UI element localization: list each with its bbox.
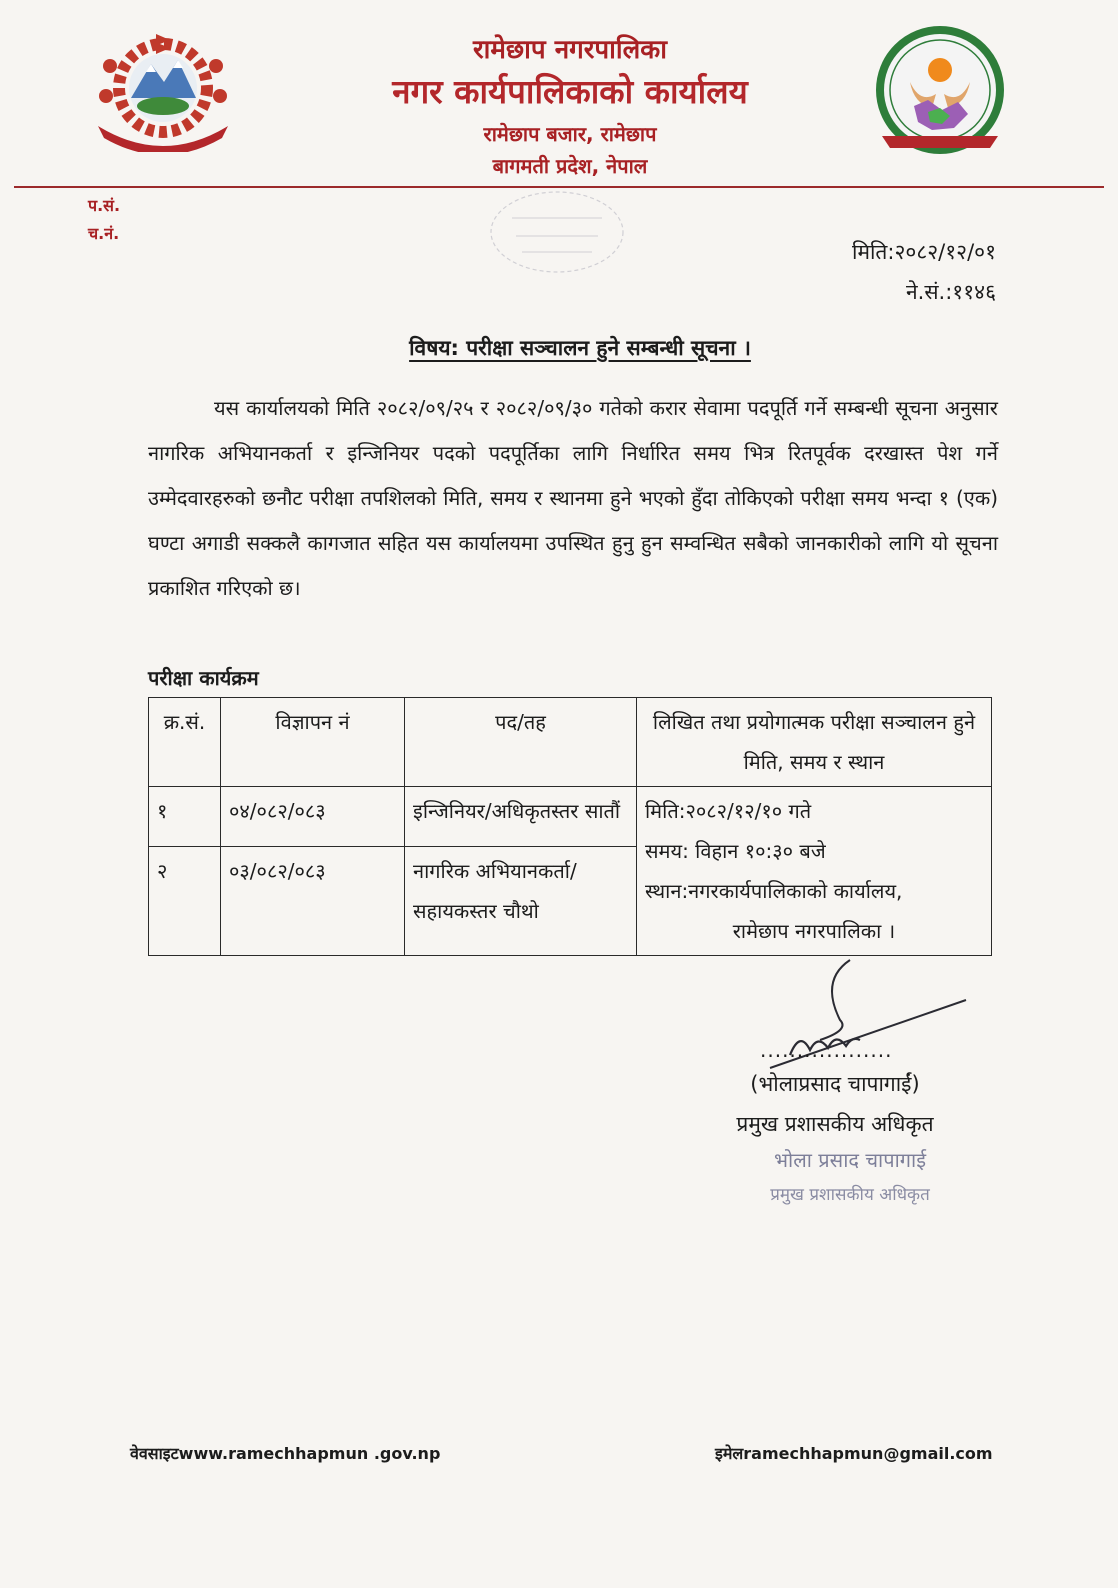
signatory-name: (भोलाप्रसाद चापागाईं) <box>750 1072 920 1096</box>
row-serial: १ <box>149 787 221 847</box>
row-post-level: इन्जिनियर/अधिकृतस्तर सातौं <box>405 787 637 847</box>
footer-website: वेवसाइटwww.ramechhapmun .gov.np <box>130 1444 441 1463</box>
nepal-samvat-date: ने.सं.:११४६ <box>906 280 996 304</box>
office-province: बागमती प्रदेश, नेपाल <box>492 154 648 178</box>
faint-office-stamp <box>482 188 632 284</box>
exam-schedule-table <box>148 697 992 956</box>
exam-date: मिति:२०८२/१२/१० गते <box>645 799 812 823</box>
chalani-number-label: च.नं. <box>88 224 120 243</box>
row-ad-number: ०४/०८२/०८३ <box>221 787 405 847</box>
exam-program-title: परीक्षा कार्यक्रम <box>148 666 259 690</box>
row-serial: २ <box>149 847 221 956</box>
header-ad-number: विज्ञापन नं <box>221 698 405 787</box>
row-post-level: नागरिक अभियानकर्ता/ सहायकस्तर चौथो <box>405 847 637 956</box>
subject-text: विषय: परीक्षा सञ्चालन हुने सम्बन्धी सूचना । <box>409 336 751 360</box>
signatory-title: प्रमुख प्रशासकीय अधिकृत <box>736 1112 934 1136</box>
header-serial: क्र.सं. <box>149 698 221 787</box>
row-ad-number: ०३/०८२/०८३ <box>221 847 405 956</box>
nepal-emblem-logo <box>86 26 240 152</box>
notice-body: यस कार्यालयको मिति २०८२/०९/२५ र २०८२/०९/३० गतेको करार सेवामा पदपूर्ति गर्ने सम्बन्धी सूचना अनुसार नागरिक अभियानकर्ता र इन्जिनियर पदको पदपूर्तिका लागि निर्धारित समय भित्र रितपूर्वक दरखास्त पेश गर्ने उम्मेदवारहरुको छनौट परीक्षा तपशिलको मिति, समय र स्थानमा हुने भएको हुँदा तोकिएको परीक्षा समय भन्दा १ (एक) घण्टा अगाडी सक्कलै कागजात सहित यस कार्यालयमा उपस्थित हुनु हुन सम्वन्धित सबैको जानकारीको लागि यो सूचना प्रकाशित गरिएको छ। <box>148 396 998 600</box>
footer-email: इमेलramechhapmun@gmail.com <box>715 1444 993 1463</box>
exam-place: स्थान:नगरकार्यपालिकाको कार्यालय, <box>645 879 903 903</box>
office-address: रामेछाप बजार, रामेछाप <box>483 122 657 146</box>
header-post-level: पद/तह <box>405 698 637 787</box>
office-name: नगर कार्यपालिकाको कार्यालय <box>392 72 748 111</box>
stamp-name: भोला प्रसाद चापागाई <box>773 1148 927 1172</box>
stamp-title: प्रमुख प्रशासकीय अधिकृत <box>770 1185 930 1205</box>
header-exam-details: लिखित तथा प्रयोगात्मक परीक्षा सञ्चालन हुने मिति, समय र स्थान <box>637 698 992 787</box>
table-row <box>149 787 992 847</box>
letter-subject <box>300 334 860 362</box>
letter-date: मिति:२०८२/१२/०१ <box>852 240 996 264</box>
exam-time: समय: विहान १०:३० बजे <box>645 839 826 863</box>
municipality-name: रामेछाप नगरपालिका <box>473 35 667 65</box>
patra-sankhya-label: प.सं. <box>88 196 121 215</box>
municipality-logo <box>870 24 1010 168</box>
table-header-row <box>149 698 992 787</box>
signature-line: .................. <box>760 1038 893 1062</box>
exam-place-municipality: रामेछाप नगरपालिका । <box>732 919 896 943</box>
exam-schedule-cell <box>637 787 992 956</box>
